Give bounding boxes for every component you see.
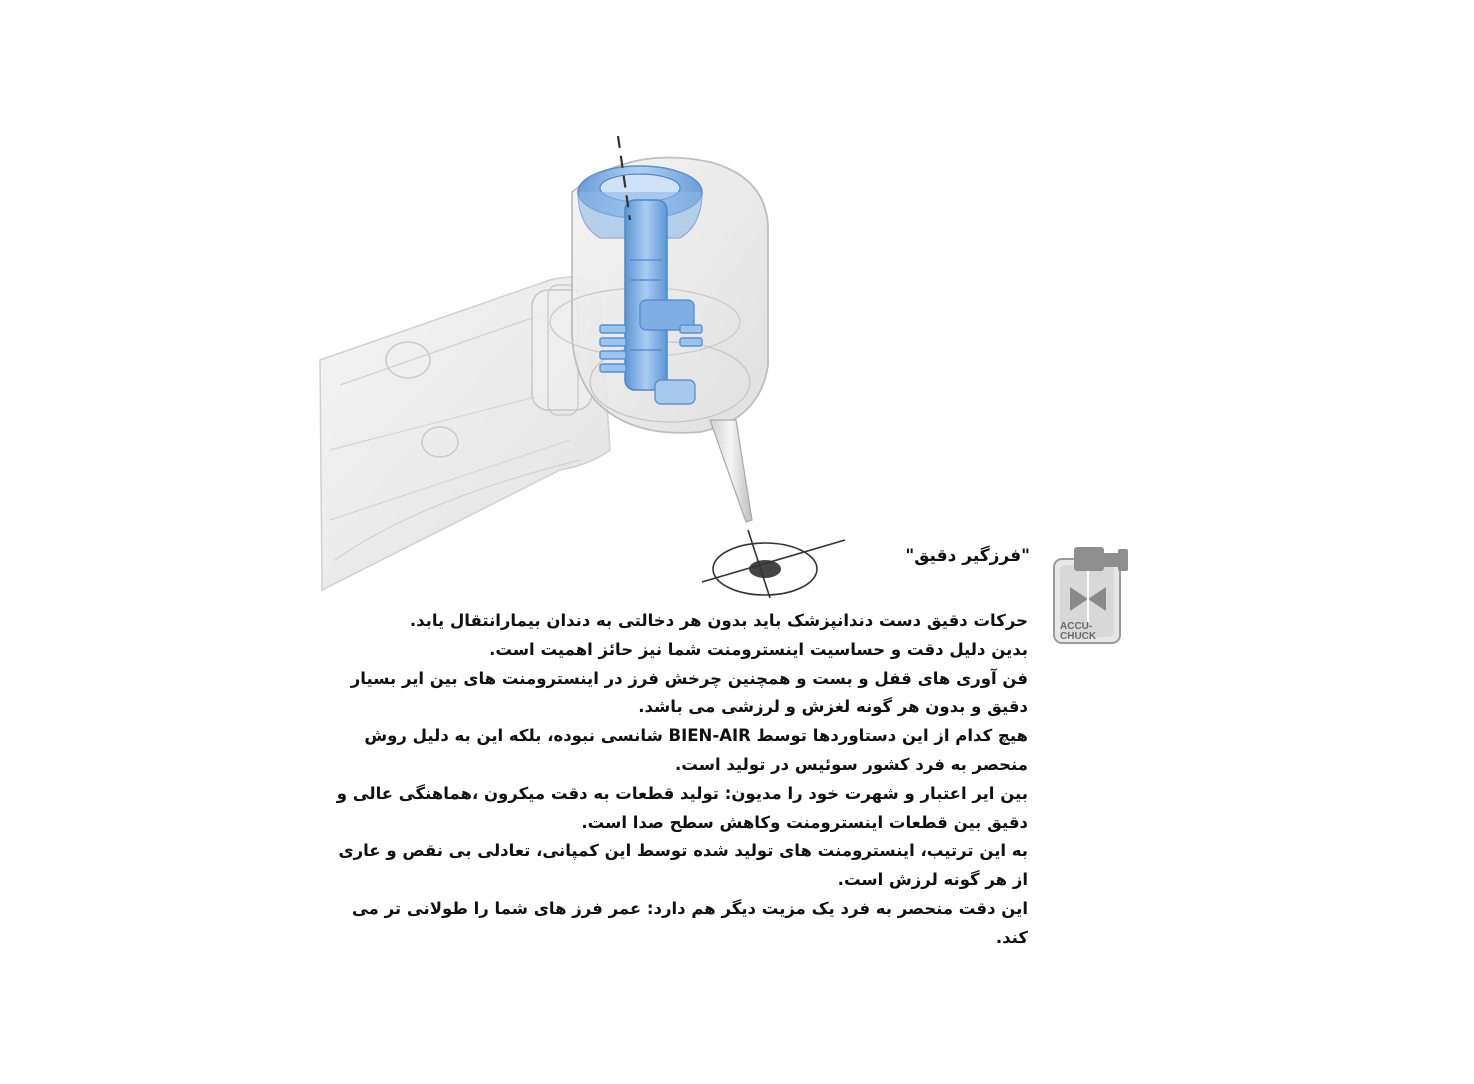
badge-label-line2: CHUCK (1060, 631, 1097, 642)
dental-handpiece-icon (300, 120, 860, 600)
paragraph-7: این دقت منحصر به فرد یک مزیت دیگر هم دارد: عمر فرز های شما را طولانی تر می کند. (351, 898, 1028, 947)
accu-chuck-icon (1052, 543, 1134, 645)
paragraph-6: به این ترتیب، اینسترومنت های تولید شده توسط این کمپانی، تعادلی بی نقص و عاری از هر گونه لرزش است. (338, 841, 1028, 890)
section-heading: "فرزگیر دقیق" (905, 546, 1030, 566)
description-text (336, 607, 1028, 953)
paragraph-1: حرکات دقیق دست دندانپزشک باید بدون هر دخالتی به دندان بیمارانتقال یابد. (409, 611, 1028, 630)
badge-label-line1: ACCU- (1060, 621, 1093, 632)
paragraph-4: هیچ کدام از این دستاوردها توسط BIEN-AIR شانسی نبوده، بلکه این به دلیل روش منحصر به فرد کشور سوئیس در تولید است. (364, 726, 1028, 774)
paragraph-5: بین ایر اعتبار و شهرت خود را مدیون: تولید قطعات به دقت میکرون ،هماهنگی عالی و دقیق بین قطعات اینسترومنت وکاهش سطح صدا است. (336, 783, 1028, 832)
paragraph-3: فن آوری های قفل و بست و همچنین چرخش فرز در اینسترومنت های بین ایر بسیار دقیق و بدون هر گونه لغزش و لرزشی می باشد. (350, 668, 1028, 717)
paragraph-2: بدین دلیل دقت و حساسیت اینسترومنت شما نیز حائز اهمیت است. (489, 639, 1028, 659)
